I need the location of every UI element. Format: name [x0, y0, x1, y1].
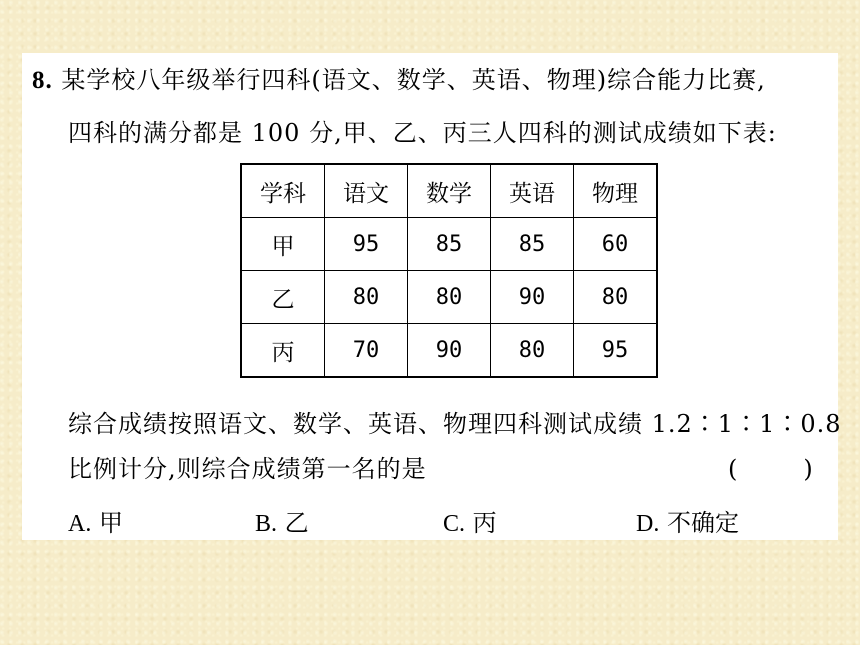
score-cell: 80 [408, 271, 491, 324]
table-row [241, 218, 657, 271]
row-name-yi: 乙 [241, 271, 325, 324]
header-subject: 学科 [241, 164, 325, 218]
option-letter: B. [255, 511, 278, 537]
question-line-1 [32, 65, 766, 96]
score-cell: 80 [574, 271, 658, 324]
header-chinese: 语文 [325, 164, 408, 218]
question-number: 8. [32, 67, 53, 94]
row-name-jia: 甲 [241, 218, 325, 271]
option-text: 乙 [284, 509, 309, 537]
header-physics: 物理 [574, 164, 658, 218]
score-cell: 70 [325, 324, 408, 378]
answer-blank[interactable] [728, 454, 813, 484]
table-row [241, 324, 657, 378]
option-letter: C. [443, 511, 466, 537]
answer-options [68, 508, 828, 538]
question-line-4: 比例计分,则综合成绩第一名的是 [68, 455, 427, 483]
question-text-1: 某学校八年级举行四科(语文、数学、英语、物理)综合能力比赛, [61, 66, 766, 94]
option-letter: A. [68, 511, 92, 537]
option-c[interactable] [443, 508, 497, 539]
row-name-bing: 丙 [241, 324, 325, 378]
paren-close: ) [803, 455, 813, 483]
table-header-row [241, 164, 657, 218]
question-line-2: 四科的满分都是 100 分,甲、乙、丙三人四科的测试成绩如下表: [68, 119, 777, 147]
option-a[interactable] [68, 508, 123, 539]
score-cell: 85 [491, 218, 574, 271]
score-cell: 80 [325, 271, 408, 324]
paren-open: ( [728, 455, 738, 483]
score-cell: 90 [408, 324, 491, 378]
option-b[interactable] [255, 508, 309, 539]
score-cell: 80 [491, 324, 574, 378]
header-english: 英语 [491, 164, 574, 218]
option-text: 甲 [98, 509, 123, 537]
question-card [22, 53, 842, 540]
option-d[interactable] [636, 508, 739, 539]
score-table [240, 163, 658, 378]
option-text: 不确定 [666, 509, 739, 537]
question-line-3: 综合成绩按照语文、数学、英语、物理四科测试成绩 1.2∶1∶1∶0.8 [68, 410, 842, 438]
option-letter: D. [636, 511, 660, 537]
table-row [241, 271, 657, 324]
score-cell: 95 [574, 324, 658, 378]
score-cell: 90 [491, 271, 574, 324]
header-math: 数学 [408, 164, 491, 218]
option-text: 丙 [472, 509, 497, 537]
score-cell: 60 [574, 218, 658, 271]
score-cell: 95 [325, 218, 408, 271]
score-cell: 85 [408, 218, 491, 271]
